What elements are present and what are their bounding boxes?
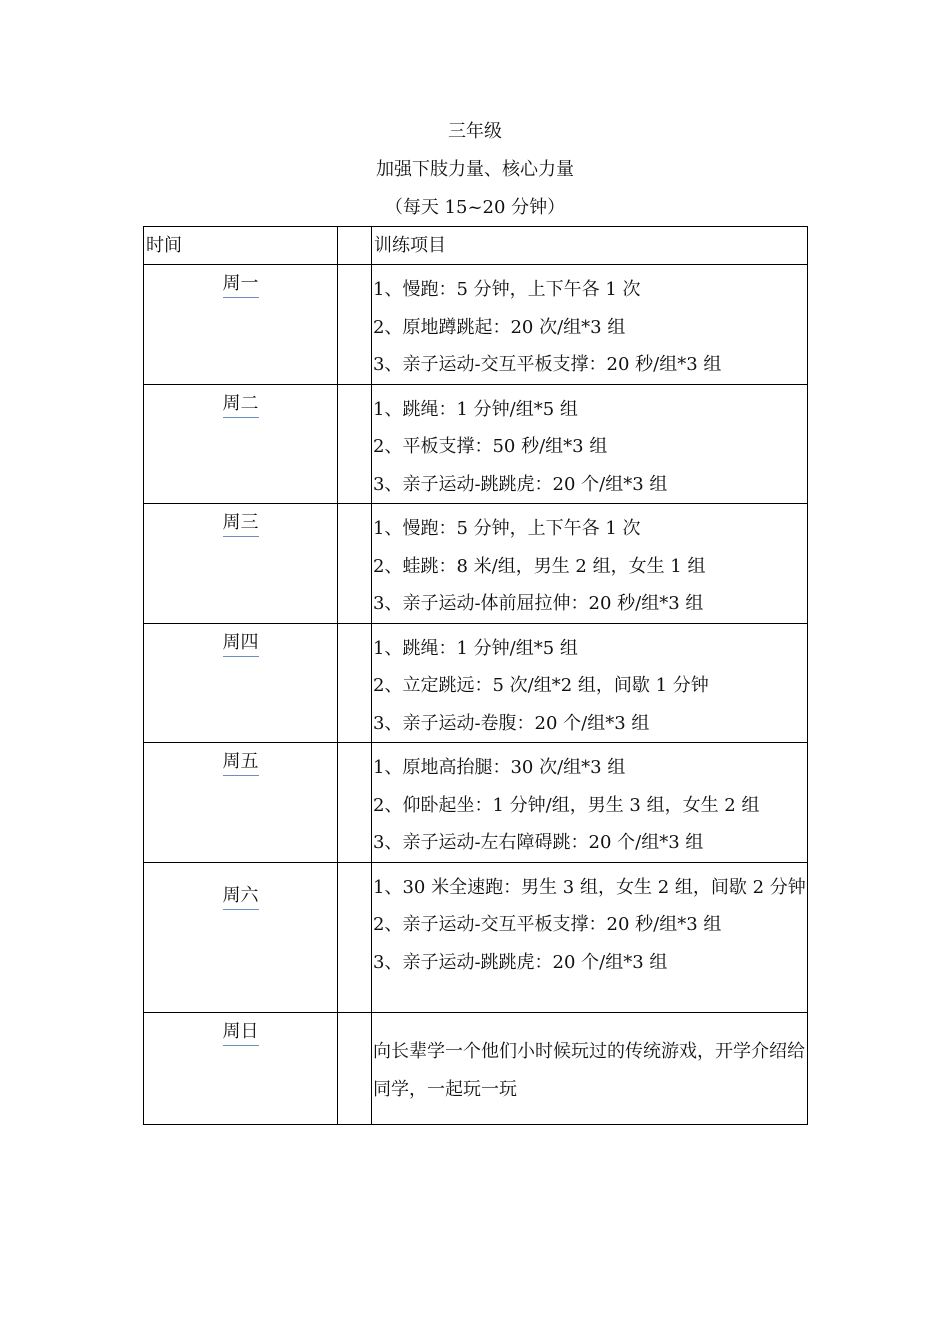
items-cell xyxy=(372,265,808,385)
day-cell xyxy=(144,623,338,743)
training-item: 1、跳绳：1 分钟/组*5 组 xyxy=(373,398,578,420)
spacer-cell xyxy=(338,743,372,863)
table-row xyxy=(144,862,808,1012)
training-item: 1、30 米全速跑：男生 3 组，女生 2 组，间歇 2 分钟 xyxy=(373,876,806,898)
items-cell xyxy=(372,623,808,743)
table-row xyxy=(144,743,808,863)
spacer-cell xyxy=(338,504,372,624)
training-item: 2、亲子运动-交互平板支撑：20 秒/组*3 组 xyxy=(373,914,722,935)
training-item: 2、立定跳远：5 次/组*2 组，间歇 1 分钟 xyxy=(373,675,709,696)
training-item: 1、原地高抬腿：30 次/组*3 组 xyxy=(373,757,626,778)
training-item: 2、蛙跳：8 米/组，男生 2 组，女生 1 组 xyxy=(373,555,706,577)
training-item: 2、原地蹲跳起：20 次/组*3 组 xyxy=(373,316,626,338)
table-row xyxy=(144,265,808,385)
day-cell xyxy=(144,743,338,863)
training-item: 1、慢跑：5 分钟，上下午各 1 次 xyxy=(373,518,641,539)
duration-subtitle: （每天 15~20 分钟） xyxy=(384,197,566,218)
spacer-cell xyxy=(338,623,372,743)
table-row xyxy=(144,384,808,504)
table-row xyxy=(144,623,808,743)
training-schedule-table xyxy=(143,226,808,1125)
day-cell xyxy=(144,265,338,385)
training-item: 1、跳绳：1 分钟/组*5 组 xyxy=(373,637,578,659)
training-item: 3、亲子运动-卷腹：20 个/组*3 组 xyxy=(373,712,650,734)
day-cell xyxy=(144,862,338,1012)
day-cell xyxy=(144,504,338,624)
training-item: 3、亲子运动-跳跳虎：20 个/组*3 组 xyxy=(373,951,668,973)
items-cell xyxy=(372,743,808,863)
training-item: 1、慢跑：5 分钟，上下午各 1 次 xyxy=(373,279,641,300)
day-label: 周六 xyxy=(223,883,259,910)
items-cell xyxy=(372,862,808,1012)
spacer-cell xyxy=(338,862,372,1012)
sunday-activity-note: 向长辈学一个他们小时候玩过的传统游戏，开学介绍给同学，一起玩一玩 xyxy=(373,1040,805,1100)
day-cell xyxy=(144,384,338,504)
training-item: 3、亲子运动-体前屈拉伸：20 秒/组*3 组 xyxy=(373,593,704,614)
training-item: 3、亲子运动-交互平板支撑：20 秒/组*3 组 xyxy=(373,354,722,375)
day-label: 周二 xyxy=(223,391,259,418)
training-item: 2、平板支撑：50 秒/组*3 组 xyxy=(373,436,608,457)
header-time: 时间 xyxy=(144,227,338,265)
training-item: 2、仰卧起坐：1 分钟/组，男生 3 组，女生 2 组 xyxy=(373,794,760,816)
spacer-cell xyxy=(338,1012,372,1124)
day-cell xyxy=(144,1012,338,1124)
day-label: 周四 xyxy=(223,630,259,657)
grade-title: 三年级 xyxy=(448,121,502,142)
header-spacer xyxy=(338,227,372,265)
items-cell xyxy=(372,1012,808,1124)
items-cell xyxy=(372,504,808,624)
spacer-cell xyxy=(338,384,372,504)
day-label: 周五 xyxy=(223,749,259,776)
day-label: 周一 xyxy=(223,271,259,298)
header-items: 训练项目 xyxy=(372,227,808,265)
day-label: 周日 xyxy=(223,1019,259,1046)
table-header-row xyxy=(144,227,808,265)
training-item: 3、亲子运动-左右障碍跳：20 个/组*3 组 xyxy=(373,832,704,853)
table-row xyxy=(144,504,808,624)
spacer-cell xyxy=(338,265,372,385)
items-cell xyxy=(372,384,808,504)
table-row xyxy=(144,1012,808,1124)
day-label: 周三 xyxy=(223,510,259,537)
training-item: 3、亲子运动-跳跳虎：20 个/组*3 组 xyxy=(373,473,668,495)
focus-title: 加强下肢力量、核心力量 xyxy=(376,159,574,180)
